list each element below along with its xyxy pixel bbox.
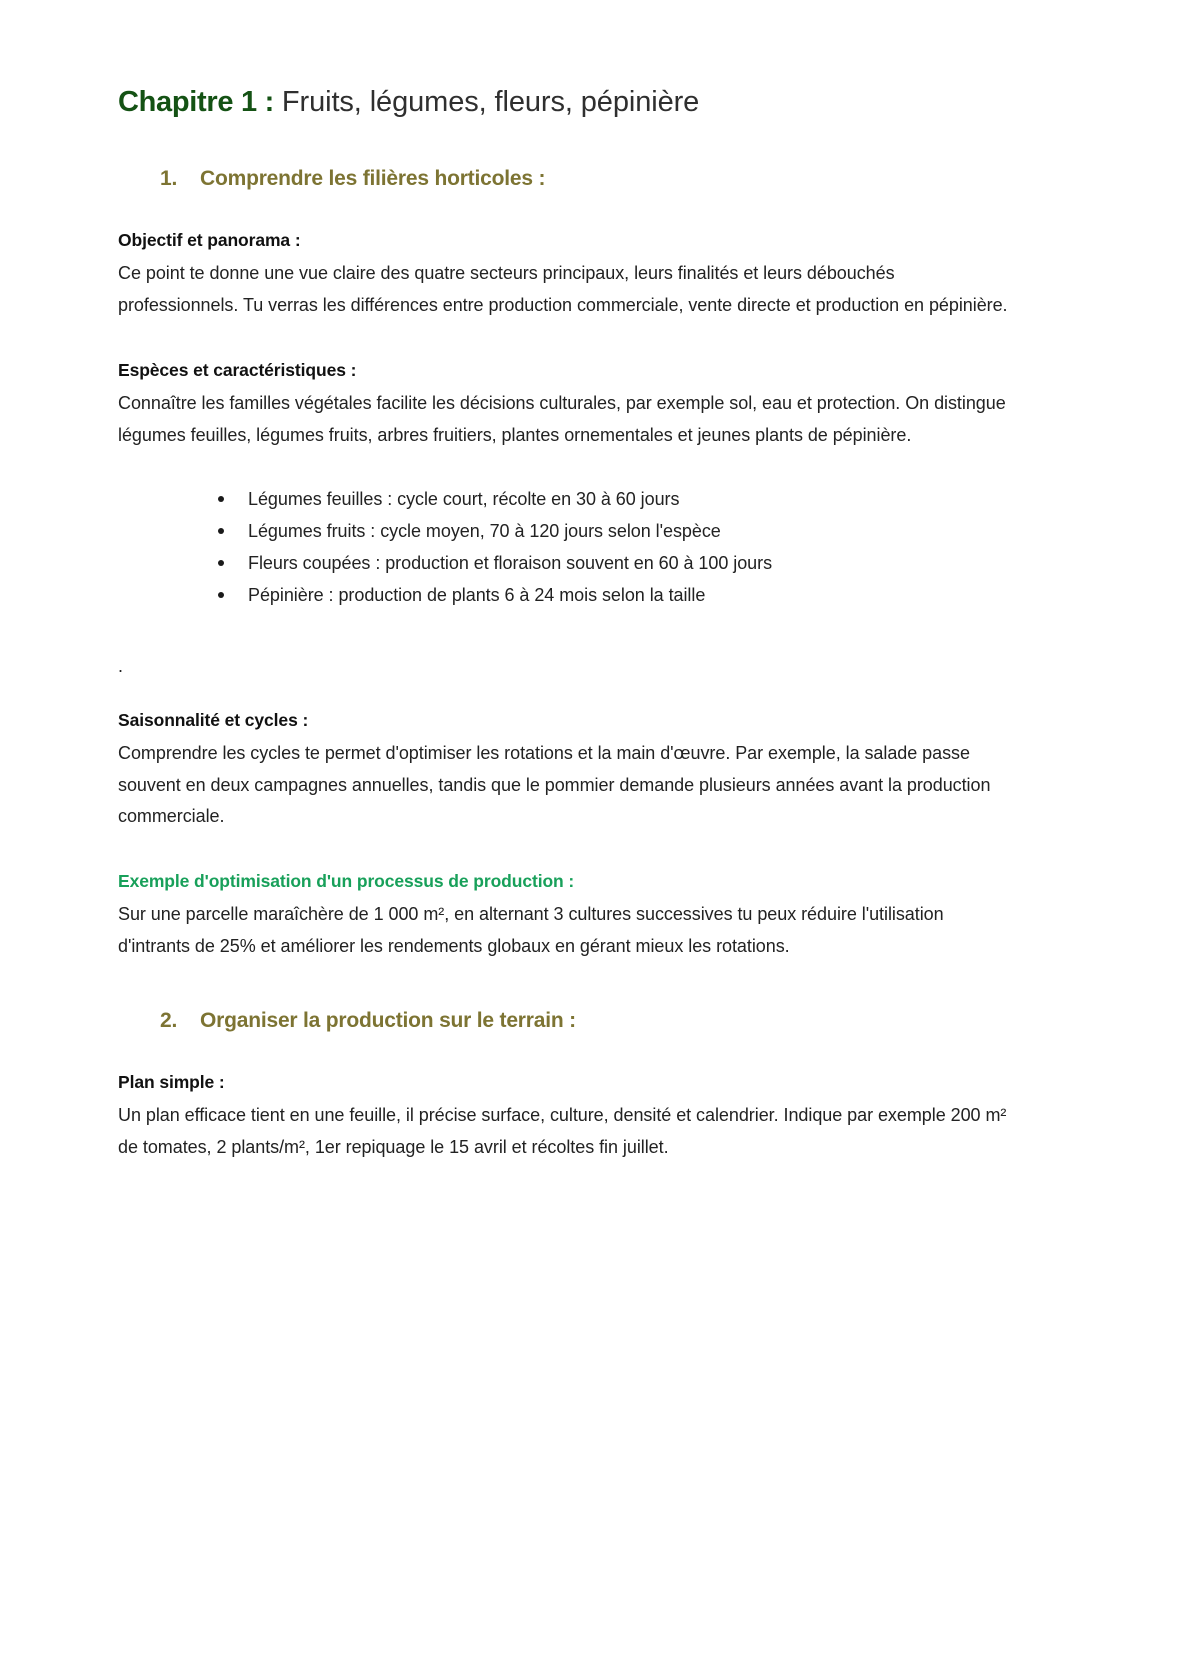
section-title-1: Comprendre les filières horticoles : <box>200 167 546 191</box>
bullet-icon <box>218 560 224 566</box>
section-number-2: 2. <box>160 1009 178 1033</box>
block-exemple-body: Sur une parcelle maraîchère de 1 000 m², en alternant 3 cultures successives tu peux réduire l'utilisation d'intrants de 25% et améliorer les rendements globaux en gérant mieux les rotations. <box>118 904 944 956</box>
block-especes <box>118 357 1082 451</box>
list-item <box>210 579 1082 611</box>
section-heading-2 <box>118 1009 1082 1033</box>
block-exemple-title: Exemple d'optimisation d'un processus de production : <box>118 871 575 892</box>
characteristics-list <box>118 483 1082 611</box>
list-item <box>210 547 1082 579</box>
chapter-subject: Fruits, légumes, fleurs, pépinière <box>273 86 700 118</box>
section-number-1: 1. <box>160 167 178 191</box>
section-heading-1 <box>118 167 1082 191</box>
list-item-label: Fleurs coupées : production et floraison souvent en 60 à 100 jours <box>248 552 773 573</box>
block-especes-body: Connaître les familles végétales facilite les décisions culturales, par exemple sol, eau et protection. On distingue légumes feuilles, légumes fruits, arbres fruitiers, plantes ornementales et jeunes plants de pépinière. <box>118 393 1006 445</box>
block-plan-title: Plan simple : <box>118 1072 225 1093</box>
block-objectif <box>118 227 1082 321</box>
block-saisonnalite <box>118 707 1082 832</box>
block-saisonnalite-title: Saisonnalité et cycles : <box>118 709 309 730</box>
block-plan <box>118 1069 1082 1163</box>
block-exemple <box>118 868 1082 962</box>
block-especes-title: Espèces et caractéristiques : <box>118 359 357 380</box>
bullet-icon <box>218 496 224 502</box>
block-objectif-body: Ce point te donne une vue claire des quatre secteurs principaux, leurs finalités et leurs débouchés professionnels. Tu verras les différences entre production commerciale, vente directe et production en pépinière. <box>118 263 1008 315</box>
page-title <box>118 78 1082 121</box>
list-item-label: Légumes feuilles : cycle court, récolte en 30 à 60 jours <box>248 488 680 509</box>
list-item <box>210 483 1082 515</box>
bullet-icon <box>218 528 224 534</box>
chapter-label: Chapitre 1 : <box>118 86 274 118</box>
list-item-label: Légumes fruits : cycle moyen, 70 à 120 jours selon l'espèce <box>248 520 721 541</box>
list-item <box>210 515 1082 547</box>
list-item-label: Pépinière : production de plants 6 à 24 mois selon la taille <box>248 584 706 605</box>
stray-period-mark: . <box>118 655 124 676</box>
bullet-icon <box>218 592 224 598</box>
section-title-2: Organiser la production sur le terrain : <box>200 1009 576 1033</box>
block-plan-body: Un plan efficace tient en une feuille, il précise surface, culture, densité et calendrier. Indique par exemple 200 m² de tomates, 2 plants/m², 1er repiquage le 15 avril et récoltes fin juillet. <box>118 1105 1007 1157</box>
block-saisonnalite-body: Comprendre les cycles te permet d'optimiser les rotations et la main d'œuvre. Par exemple, la salade passe souvent en deux campagnes annuelles, tandis que le pommier demande plusieurs années avant la production commerciale. <box>118 743 991 826</box>
block-objectif-title: Objectif et panorama : <box>118 230 301 251</box>
